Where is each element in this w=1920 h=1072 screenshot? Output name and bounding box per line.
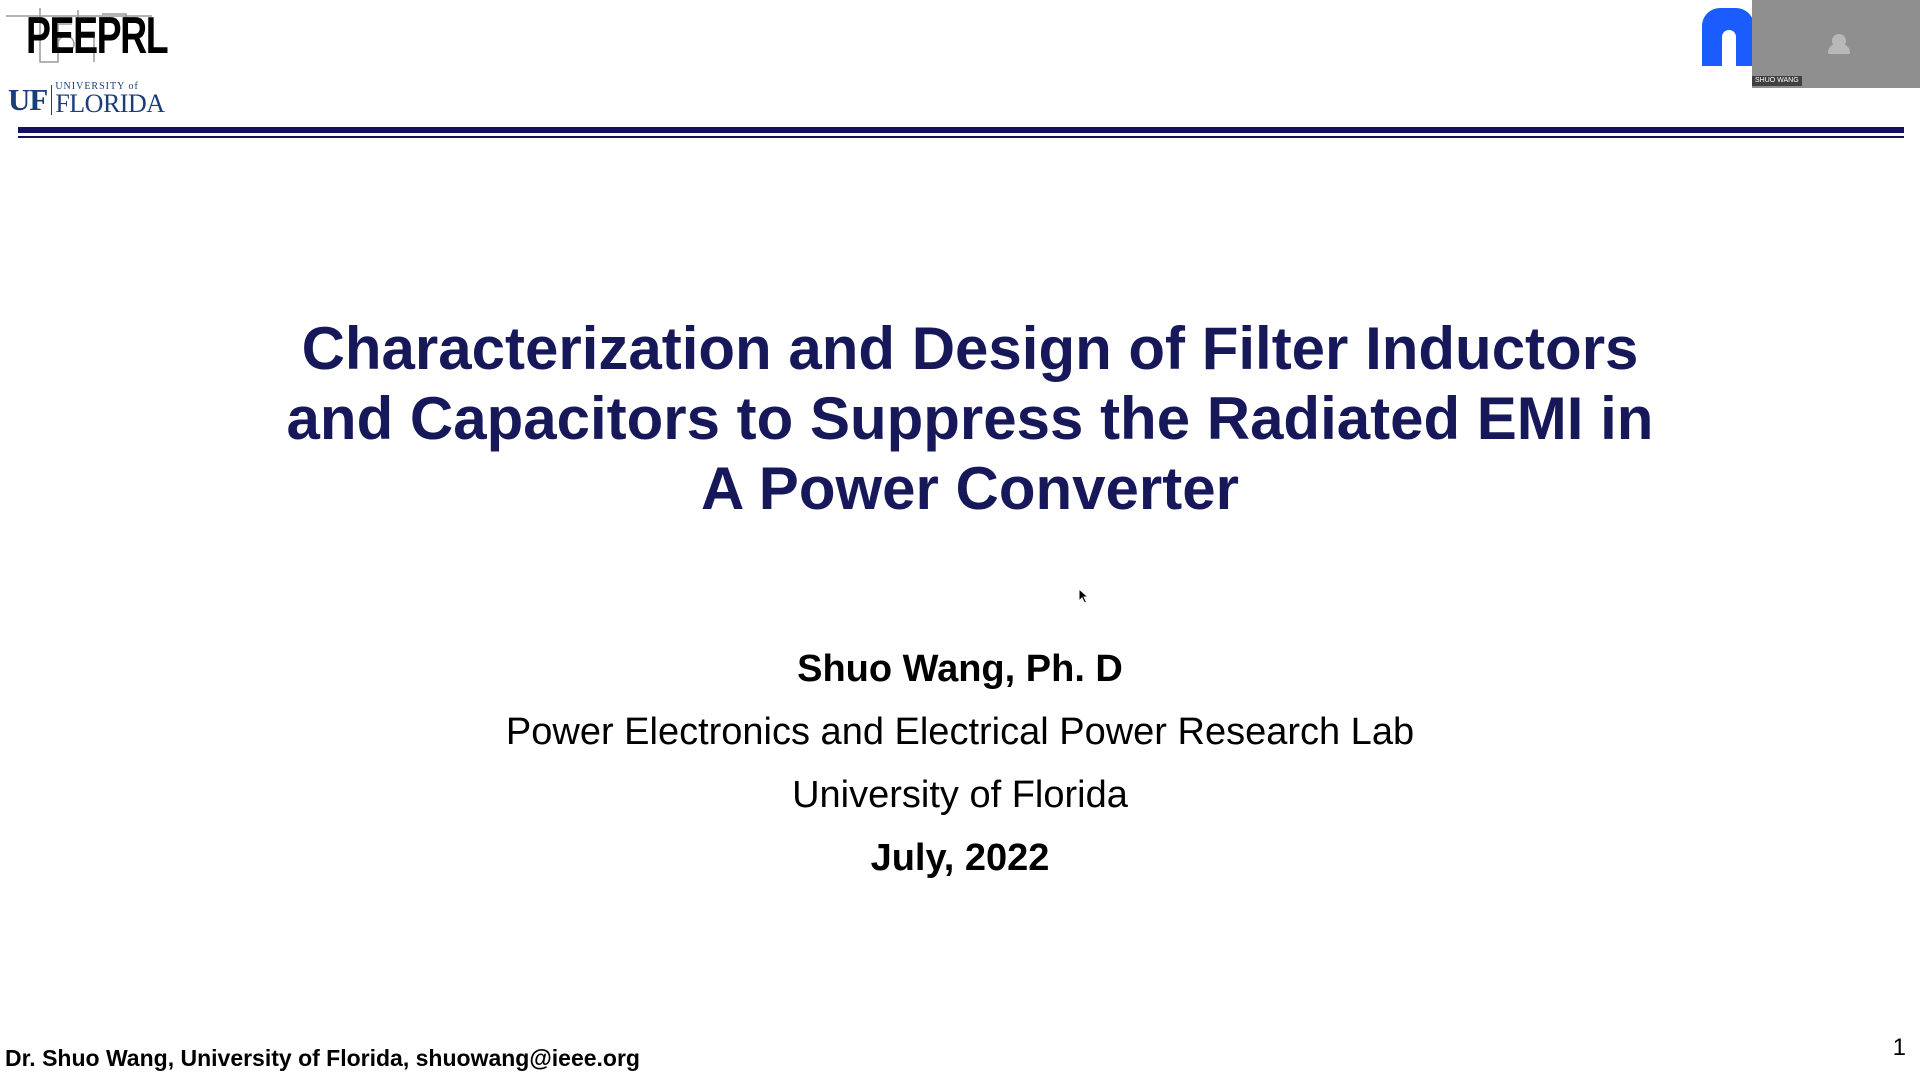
uf-monogram: UF — [8, 82, 48, 117]
mouse-pointer-icon — [1078, 588, 1090, 604]
avatar-body-icon — [1828, 44, 1850, 54]
uf-wordmark-big: FLORIDA — [55, 89, 165, 118]
peeprl-wordmark: PEEPRL — [26, 7, 168, 65]
slide-title — [160, 314, 1780, 524]
peeprl-logo — [6, 4, 168, 70]
slide-title-line: Characterization and Design of Filter Inductors — [301, 315, 1639, 382]
blue-accent-notch — [1722, 30, 1736, 66]
page-number: 1 — [1892, 1034, 1906, 1061]
header-rule-thin — [18, 136, 1904, 138]
uf-wordmark-small: UNIVERSITY of — [55, 81, 139, 92]
slide-title-line: and Capacitors to Suppress the Radiated EMI in — [286, 385, 1654, 452]
university-of-florida-logo — [8, 80, 165, 116]
presentation-date: July, 2022 — [870, 837, 1050, 879]
lab-name: Power Electronics and Electrical Power Research Lab — [505, 711, 1415, 753]
author-name: Shuo Wang, Ph. D — [797, 648, 1123, 690]
participant-video-tile[interactable] — [1752, 0, 1920, 88]
author-block — [360, 640, 1560, 883]
uf-divider — [51, 85, 52, 115]
slide-title-line: A Power Converter — [701, 455, 1239, 522]
header-rule — [18, 127, 1904, 133]
slide-footer: Dr. Shuo Wang, University of Florida, shuowang@ieee.org — [5, 1045, 640, 1071]
university-name: University of Florida — [792, 774, 1128, 816]
uf-wordmark — [55, 81, 164, 116]
participant-name-label: SHUO WANG — [1752, 76, 1802, 86]
